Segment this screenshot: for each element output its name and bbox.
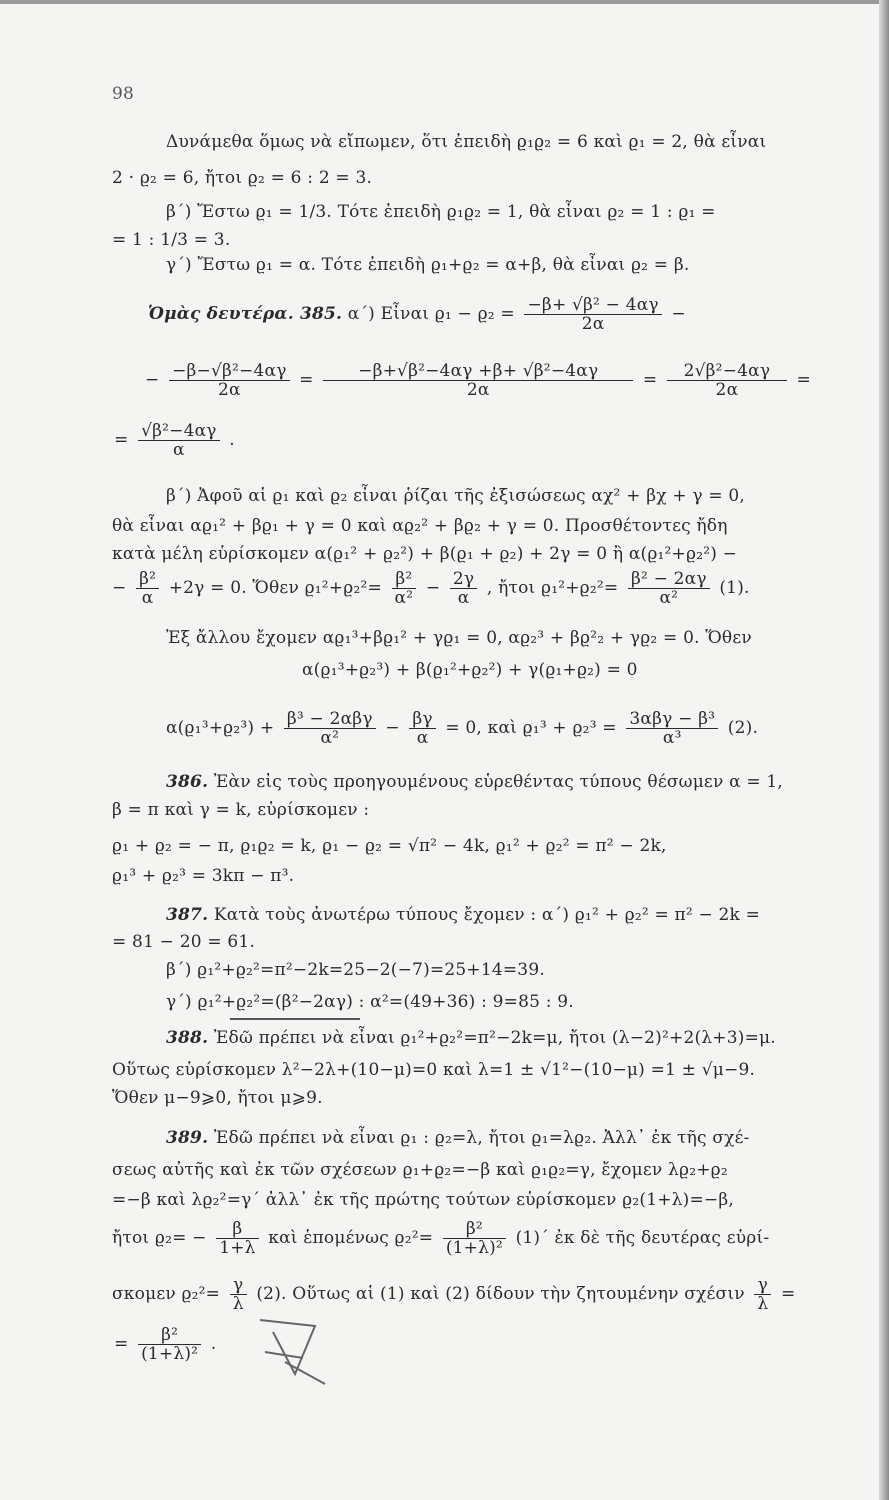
numerator: β² (138, 1326, 201, 1345)
fraction (392, 570, 417, 607)
section-heading: Ὁμὰς δευτέρα. 385. (148, 304, 343, 324)
text-line: = 81 − 20 = 61. (112, 932, 256, 952)
text-span: , ἤτοι ϱ₁²+ϱ₂²= (486, 578, 619, 598)
text-span: Κατὰ τοὺς ἀνωτέρω τύπους ἔχομεν : α΄) ϱ₁² + ϱ₂² = π² − 2k = (213, 905, 761, 925)
text-span: = (299, 370, 314, 390)
text-line: β = π καὶ γ = k, εὑρίσκομεν : (112, 800, 370, 820)
denominator: 2α (581, 314, 605, 334)
numerator: β³ − 2αβγ (284, 710, 376, 729)
text-line: σεως αὐτῆς καὶ ἐκ τῶν σχέσεων ϱ₁+ϱ₂=−β καὶ ϱ₁ϱ₂=γ, ἔχομεν λϱ₂+ϱ₂ (112, 1160, 728, 1180)
text-line: α(ϱ₁³+ϱ₂³) + β(ϱ₁²+ϱ₂²) + γ(ϱ₁+ϱ₂) = 0 (302, 660, 638, 680)
fraction (409, 710, 435, 747)
fraction (754, 1276, 771, 1313)
denominator: 2α (466, 380, 490, 400)
numerator: −β−√β²−4αγ (169, 362, 290, 381)
text-span: = (796, 370, 811, 390)
denominator: α³ (662, 728, 682, 748)
text-span: = (114, 430, 129, 450)
text-span: = (780, 1284, 796, 1304)
text-line: β΄) ϱ₁²+ϱ₂²=π²−2k=25−2(−7)=25+14=39. (166, 960, 545, 980)
section-number: 387. (166, 905, 209, 925)
text-span: − (385, 718, 400, 738)
denominator: α² (659, 588, 679, 608)
text-line: θὰ εἶναι αϱ₁² + βϱ₁ + γ = 0 καὶ αϱ₂² + βϱ₂ + γ = 0. Προσθέτοντες ἤδη (112, 516, 728, 536)
text-span: = (642, 370, 658, 390)
text-line: ϱ₁ + ϱ₂ = − π, ϱ₁ϱ₂ = k, ϱ₁ − ϱ₂ = √π² − 4k, ϱ₁² + ϱ₂² = π² − 2k, (112, 836, 667, 856)
numerator: 3αβγ − β³ (626, 710, 718, 729)
text-span: = (114, 1334, 129, 1354)
section-number: 389. (166, 1128, 209, 1148)
equation-line (145, 362, 811, 399)
text-span: (1). (719, 578, 750, 598)
fraction (138, 422, 220, 459)
equation-line (148, 296, 686, 333)
text-span: − (112, 578, 127, 598)
denominator: α (141, 588, 154, 608)
equation-line (112, 1220, 769, 1257)
denominator: α² (394, 588, 414, 608)
numerator: γ (754, 1276, 771, 1295)
denominator: 2α (217, 380, 241, 400)
fraction (628, 570, 710, 607)
text-span: − (145, 370, 160, 390)
text-line: Οὕτως εὑρίσκομεν λ²−2λ+(10−μ)=0 καὶ λ=1 ± √1²−(10−μ) =1 ± √μ−9. (112, 1060, 756, 1080)
equation-line (114, 422, 235, 459)
numerator: 2γ (450, 570, 477, 589)
text-span: α΄) Εἶναι ϱ₁ − ϱ₂ = (347, 304, 515, 324)
page-binding-shadow (879, 0, 889, 1500)
denominator: α² (320, 728, 340, 748)
fraction (323, 362, 633, 399)
text-line (166, 905, 760, 925)
text-span: − (671, 304, 686, 324)
numerator: 2√β²−4αγ (667, 362, 787, 381)
text-span: +2γ = 0. Ὅθεν ϱ₁²+ϱ₂²= (168, 578, 382, 598)
text-span: (2). Οὕτως αἱ (1) καὶ (2) δίδουν τὴν ζητουμένην σχέσιν (256, 1284, 745, 1304)
fraction (626, 710, 718, 747)
fraction (524, 296, 661, 333)
text-line: β΄) Ἀφοῦ αἱ ϱ₁ καὶ ϱ₂ εἶναι ῥίζαι τῆς ἐξισώσεως αχ² + βχ + γ = 0, (166, 486, 746, 506)
text-line (166, 1128, 750, 1148)
page-top-edge (0, 0, 889, 4)
numerator: −β+ √β² − 4αγ (524, 296, 661, 315)
text-line: Δυνάμεθα ὅμως νὰ εἴπωμεν, ὅτι ἐπειδὴ ϱ₁ϱ₂ = 6 καὶ ϱ₁ = 2, θὰ εἶναι (166, 132, 767, 152)
text-line: γ΄) Ἔστω ϱ₁ = α. Τότε ἐπειδὴ ϱ₁+ϱ₂ = α+β, θὰ εἶναι ϱ₂ = β. (166, 255, 690, 275)
text-line: = 1 : 1/3 = 3. (112, 230, 231, 250)
numerator: β² − 2αγ (628, 570, 710, 589)
text-line: Ὅθεν μ−9⩾0, ἤτοι μ⩾9. (112, 1088, 323, 1108)
denominator: α (457, 588, 470, 608)
equation-line (114, 1326, 216, 1363)
equation-line (166, 710, 758, 747)
text-span: − (425, 578, 441, 598)
text-line: =−β καὶ λϱ₂²=γ΄ ἀλλ᾽ ἐκ τῆς πρώτης τούτων εὑρίσκομεν ϱ₂(1+λ)=−β, (112, 1190, 735, 1210)
denominator: λ (232, 1294, 244, 1314)
text-line: β΄) Ἔστω ϱ₁ = 1/3. Τότε ἐπειδὴ ϱ₁ϱ₂ = 1, θὰ εἶναι ϱ₂ = 1 : ϱ₁ = (166, 202, 716, 222)
text-line: Ἐξ ἄλλου ἔχομεν αϱ₁³+βϱ₁² + γϱ₁ = 0, αϱ₂³ + βϱ²₂ + γϱ₂ = 0. Ὅθεν (166, 628, 752, 648)
denominator: α (173, 440, 185, 460)
text-line: κατὰ μέλη εὑρίσκομεν α(ϱ₁² + ϱ₂²) + β(ϱ₁ + ϱ₂) + 2γ = 0 ἢ α(ϱ₁²+ϱ₂²) − (112, 544, 738, 564)
text-span: σκομεν ϱ₂²= (112, 1284, 221, 1304)
text-span: ἤτοι ϱ₂= − (112, 1228, 207, 1248)
denominator: (1+λ)² (445, 1238, 503, 1258)
fraction (136, 570, 159, 607)
fraction (216, 1220, 258, 1257)
section-number: 388. (166, 1028, 209, 1048)
fraction (284, 710, 376, 747)
denominator: λ (757, 1294, 769, 1314)
denominator: 2α (715, 380, 739, 400)
text-span: καὶ ἑπομένως ϱ₂²= (268, 1228, 434, 1248)
text-span: . (210, 1334, 217, 1354)
equation-line (112, 1276, 795, 1313)
page-number: 98 (112, 84, 135, 104)
text-line: ϱ₁³ + ϱ₂³ = 3kπ − π³. (112, 866, 295, 886)
fraction (138, 1326, 201, 1363)
numerator: γ (230, 1276, 247, 1295)
numerator: √β²−4αγ (138, 422, 220, 441)
fraction (443, 1220, 506, 1257)
pencil-underline (230, 1018, 360, 1020)
denominator: α (416, 728, 429, 748)
equation-line (112, 570, 750, 607)
text-span: Ἐὰν εἰς τοὺς προηγουμένους εὑρεθέντας τύπους θέσωμεν α = 1, (213, 772, 784, 792)
fraction (667, 362, 787, 399)
denominator: (1+λ)² (141, 1344, 199, 1364)
numerator: β² (443, 1220, 506, 1239)
numerator: −β+√β²−4αγ +β+ √β²−4αγ (323, 362, 633, 381)
fraction (450, 570, 477, 607)
text-line (166, 772, 783, 792)
text-line: 2 · ϱ₂ = 6, ἤτοι ϱ₂ = 6 : 2 = 3. (112, 168, 373, 188)
text-span: Ἐδῶ πρέπει νὰ εἶναι ϱ₁²+ϱ₂²=π²−2k=μ, ἤτοι (λ−2)²+2(λ+3)=μ. (213, 1028, 776, 1048)
numerator: β² (136, 570, 159, 589)
numerator: βγ (409, 710, 435, 729)
fraction (169, 362, 290, 399)
text-line (166, 1028, 776, 1048)
text-line: γ΄) ϱ₁²+ϱ₂²=(β²−2αγ) : α²=(49+36) : 9=85 : 9. (166, 992, 574, 1012)
numerator: β² (392, 570, 417, 589)
pencil-scribble-icon (255, 1312, 335, 1392)
text-span: α(ϱ₁³+ϱ₂³) + (166, 718, 275, 738)
text-span: (1)΄ ἐκ δὲ τῆς δευτέρας εὑρί- (515, 1228, 770, 1248)
text-span: = 0, καὶ ϱ₁³ + ϱ₂³ = (445, 718, 617, 738)
section-number: 386. (166, 772, 209, 792)
denominator: 1+λ (219, 1238, 256, 1258)
text-span: Ἐδῶ πρέπει νὰ εἶναι ϱ₁ : ϱ₂=λ, ἤτοι ϱ₁=λϱ₂. Ἀλλ᾽ ἐκ τῆς σχέ- (213, 1128, 750, 1148)
text-span: . (229, 430, 235, 450)
fraction (230, 1276, 247, 1313)
text-span: (2). (727, 718, 759, 738)
numerator: β (216, 1220, 258, 1239)
